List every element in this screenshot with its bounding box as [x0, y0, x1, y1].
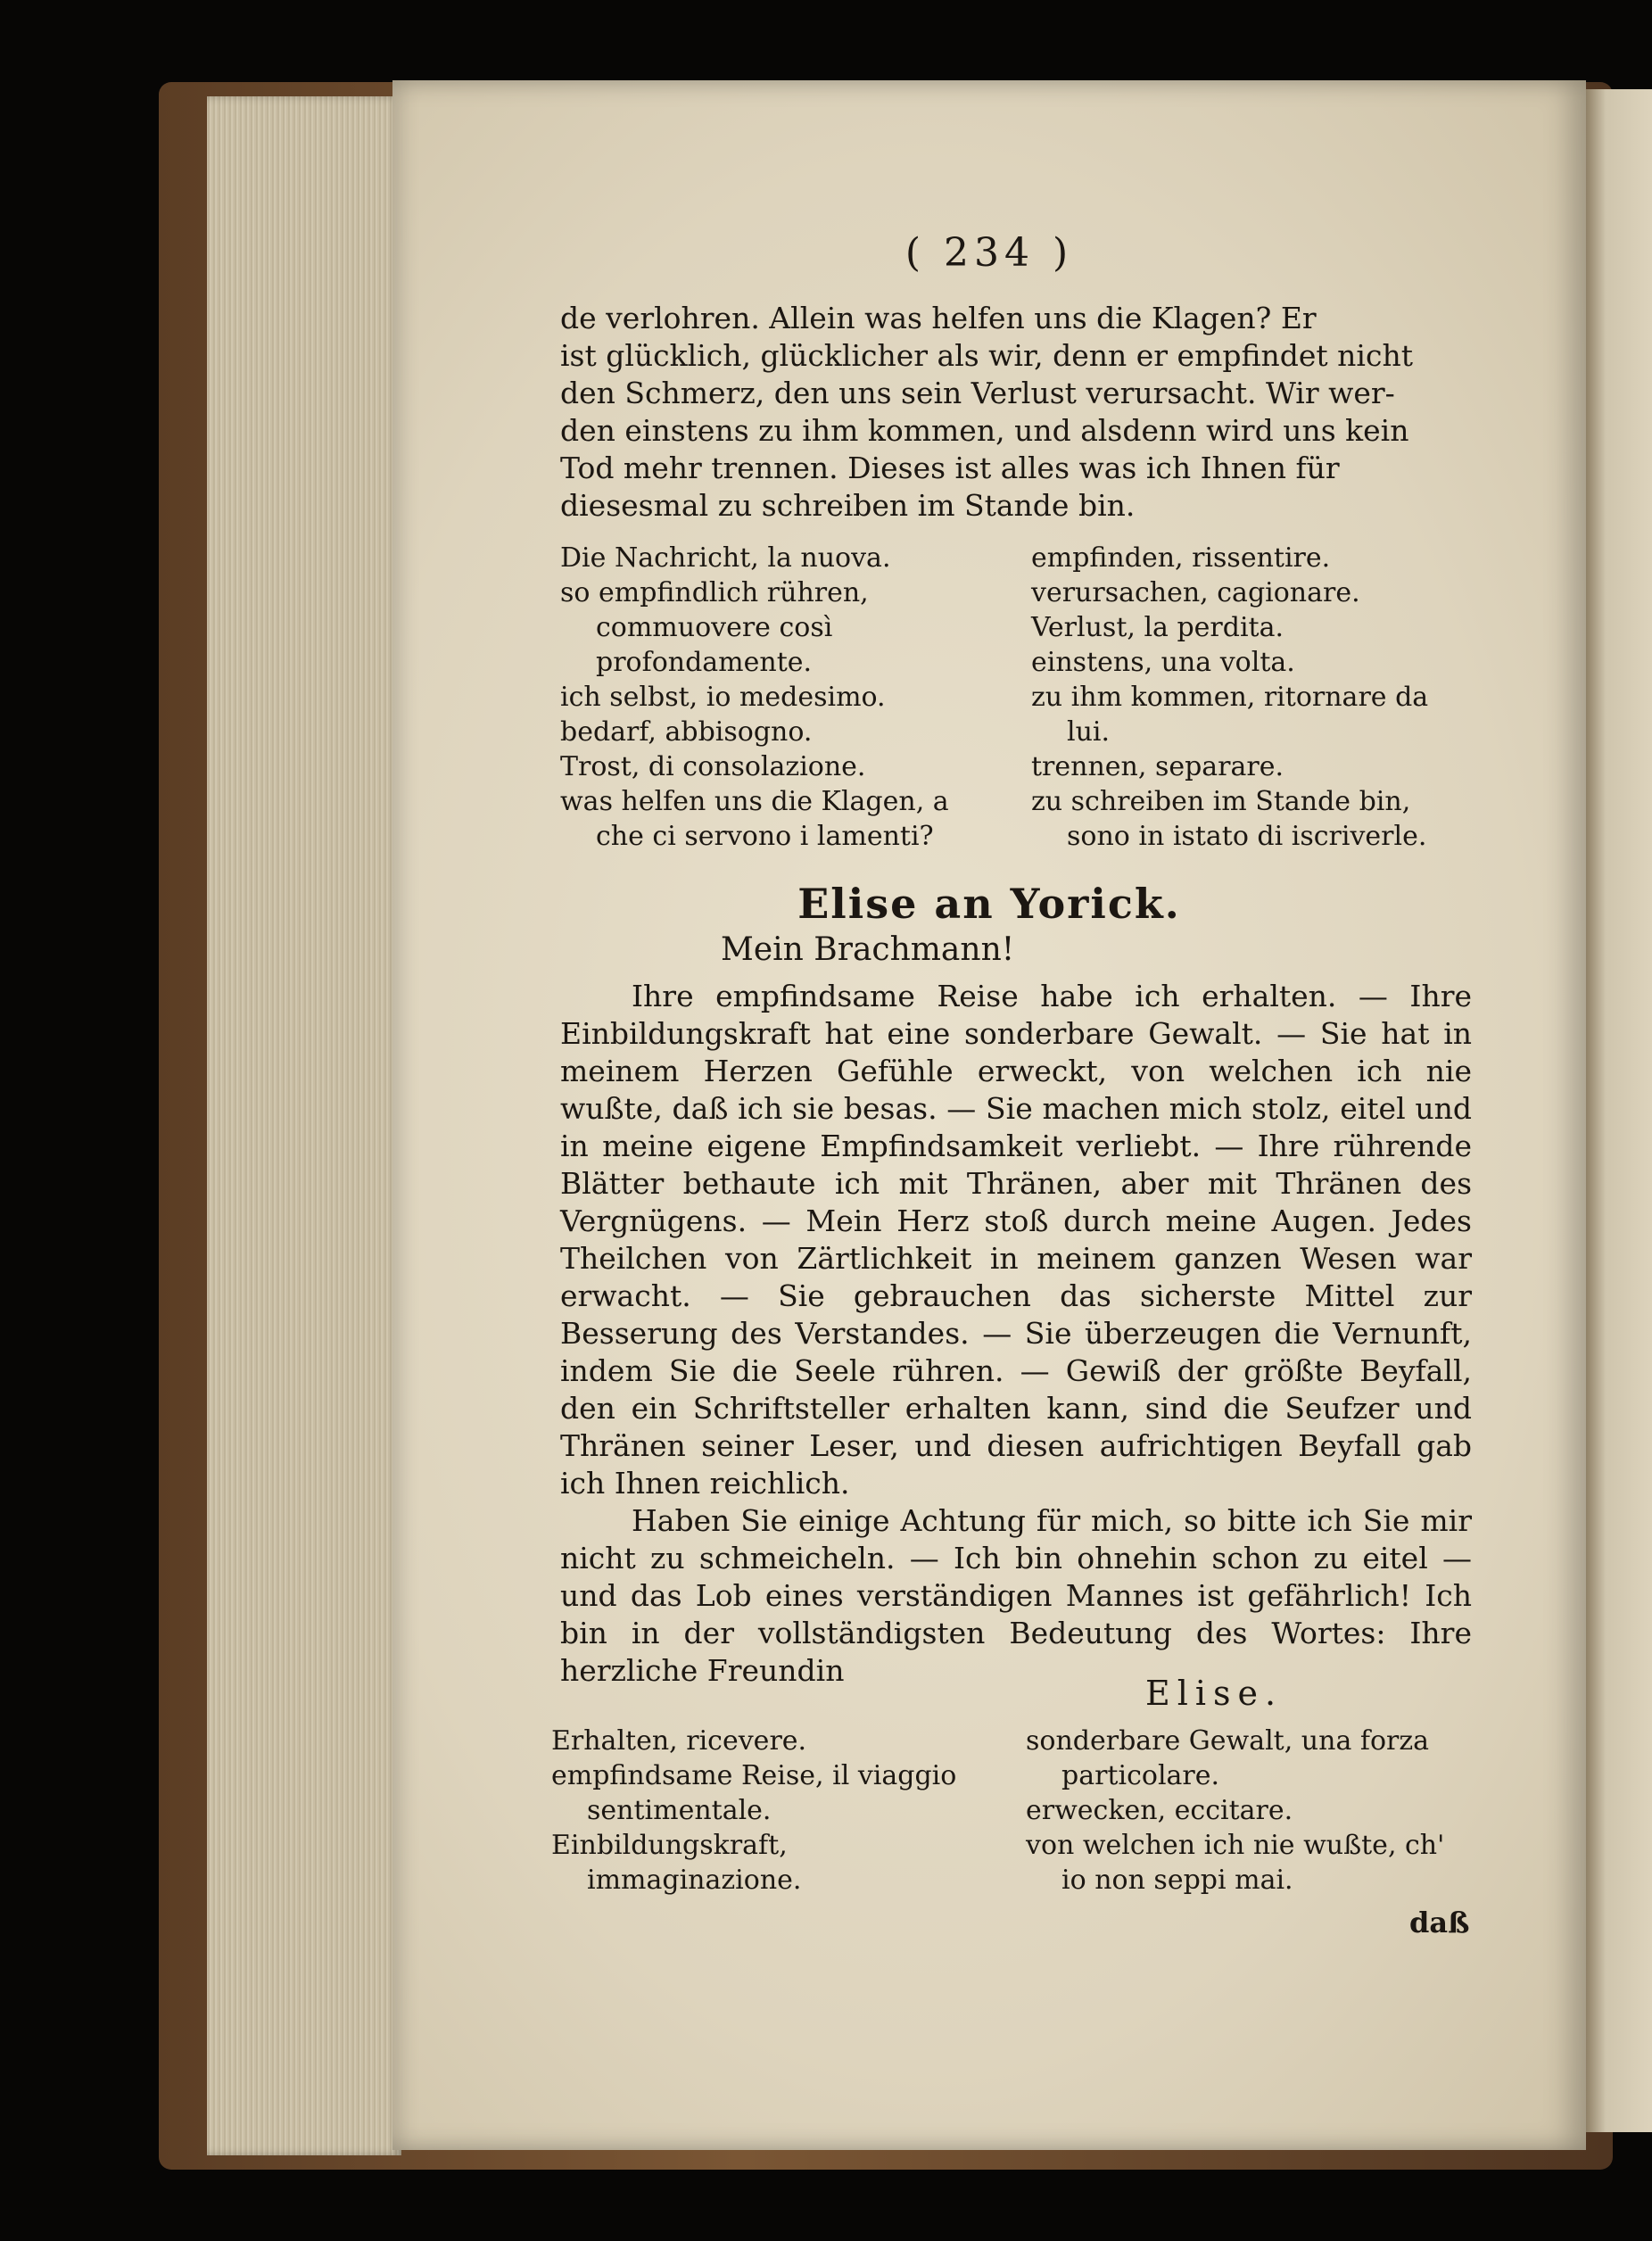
- intro-line: den Schmerz, den uns sein Verlust verursacht. Wir wer-: [560, 376, 1395, 410]
- page-edges: [207, 96, 401, 2155]
- letter-paragraph: Haben Sie einige Achtung für mich, so bitte ich Sie mir nicht zu schmeicheln. — Ich bin ohnehin schon zu eitel — und das Lob eines verständigen Mannes ist gefährlich! Ich bin in der vollständigsten Bedeutung des Wortes: Ihre herzliche Freundin: [560, 1503, 1472, 1688]
- letter-paragraph: Ihre empfindsame Reise habe ich erhalten. — Ihre Einbildungskraft hat eine sonderbare Gewalt. — Sie hat in meinem Herzen Gefühle erweckt, von welchen ich nie wußte, daß ich sie besas. — Sie machen mich stolz, eitel und in meine eigene Empfindsamkeit verliebt. — Ihre rührende Blätter bethaute ich mit Thränen, aber mit Thränen des Vergnügens. — Mein Herz stoß durch meine Augen. Jedes Theilchen von Zärtlichkeit in meinem ganzen Wesen war erwacht. — Sie gebrauchen das sicherste Mittel zur Besserung des Verstandes. — Sie überzeugen die Vernunft, indem Sie die Seele rühren. — Gewiß der größte Beyfall, den ein Schriftsteller erhalten kann, sind die Seufzer und Thränen seiner Leser, und diesen aufrichtigen Beyfall gab ich Ihnen reichlich.: [560, 979, 1472, 1501]
- glossary1-right: [1031, 541, 1472, 854]
- catchword: daß: [1409, 1906, 1470, 1939]
- glossary-entry: verursachen, cagionare.: [1031, 577, 1360, 608]
- glossary-entry: empfindsame Reise, il viaggio sentimentale.: [551, 1760, 957, 1826]
- glossary-entry: einstens, una volta.: [1031, 647, 1295, 678]
- glossary-entry: zu schreiben im Stande bin, sono in istato di iscriverle.: [1031, 786, 1427, 852]
- intro-line: Tod mehr trennen. Dieses ist alles was ich Ihnen für: [560, 451, 1340, 485]
- intro-text: [560, 300, 1472, 525]
- glossary-entry: so empfindlich rühren, commuovere così profondamente.: [560, 577, 869, 678]
- intro-line: de verlohren. Allein was helfen uns die Klagen? Er: [560, 301, 1317, 335]
- letter-body: [560, 978, 1472, 1690]
- glossary-entry: Verlust, la perdita.: [1031, 612, 1284, 643]
- glossary-entry: zu ihm kommen, ritornare da lui.: [1031, 682, 1429, 748]
- glossary-entry: Trost, di consolazione.: [560, 751, 866, 782]
- glossary2-right: [1026, 1724, 1472, 1898]
- glossary-entry: Die Nachricht, la nuova.: [560, 542, 891, 574]
- page-number: ( 234 ): [904, 230, 1074, 276]
- glossary-entry: ich selbst, io medesimo.: [560, 682, 886, 713]
- intro-line: ist glücklich, glücklicher als wir, denn er empfindet nicht: [560, 338, 1413, 373]
- glossary1-left: [560, 541, 997, 854]
- intro-line: diesesmal zu schreiben im Stande bin.: [560, 488, 1136, 523]
- glossary2-left: [551, 1724, 997, 1898]
- letter-signature: Elise.: [1145, 1674, 1284, 1713]
- glossary-entry: erwecken, eccitare.: [1026, 1795, 1293, 1826]
- glossary-entry: bedarf, abbisogno.: [560, 716, 813, 748]
- glossary-entry: Erhalten, ricevere.: [551, 1725, 807, 1757]
- letter-title: Elise an Yorick.: [797, 880, 1181, 928]
- glossary-entry: sonderbare Gewalt, una forza particolare.: [1026, 1725, 1430, 1791]
- glossary-entry: trennen, separare.: [1031, 751, 1284, 782]
- glossary-entry: von welchen ich nie wußte, ch' io non seppi mai.: [1026, 1830, 1445, 1896]
- facing-page-edge: [1586, 89, 1652, 2132]
- letter-salutation: Mein Brachmann!: [721, 931, 1015, 968]
- glossary-entry: was helfen uns die Klagen, a che ci servono i lamenti?: [560, 786, 949, 852]
- intro-line: den einstens zu ihm kommen, und alsdenn wird uns kein: [560, 413, 1409, 448]
- glossary-entry: Einbildungskraft, immaginazione.: [551, 1830, 802, 1896]
- glossary-entry: empfinden, rissentire.: [1031, 542, 1331, 574]
